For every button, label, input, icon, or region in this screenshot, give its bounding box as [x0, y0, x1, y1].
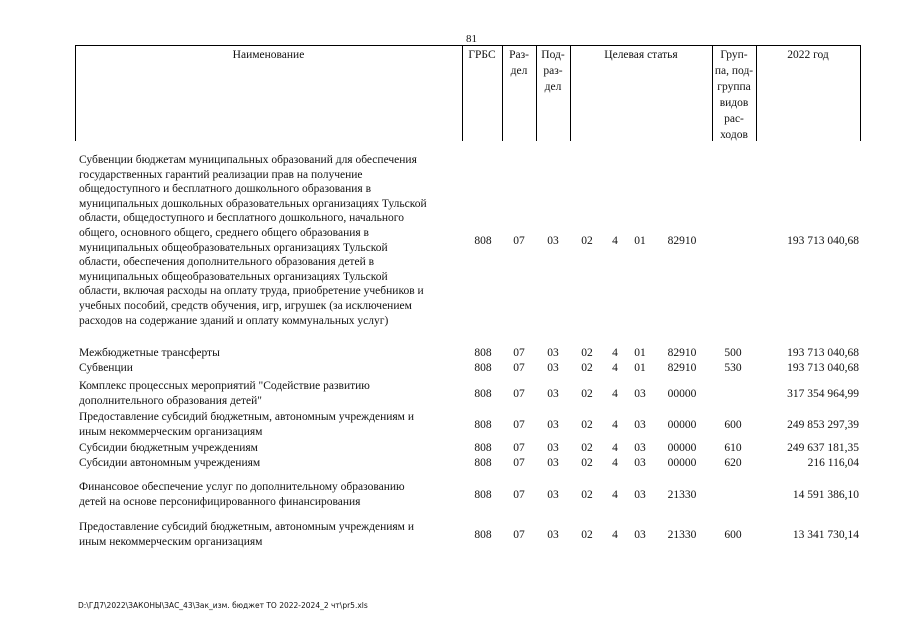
cell-amount: 193 713 040,68 [787, 362, 859, 375]
cell-razdel: 07 [513, 488, 525, 501]
cell-amount: 193 713 040,68 [787, 234, 859, 247]
cell-razdel: 07 [513, 418, 525, 431]
cell-t2: 4 [612, 362, 618, 375]
cell-t2: 4 [612, 418, 618, 431]
cell-podrazdel: 03 [547, 488, 559, 501]
cell-grbs: 808 [474, 528, 492, 541]
cell-podrazdel: 03 [547, 442, 559, 455]
cell-grbs: 808 [474, 488, 492, 501]
cell-amount: 216 116,04 [807, 457, 859, 470]
page-number: 81 [466, 33, 477, 45]
cell-grbs: 808 [474, 457, 492, 470]
cell-t3: 01 [634, 362, 646, 375]
cell-t3: 03 [634, 387, 646, 400]
row-name: Финансовое обеспечение услуг по дополнительному образованию детей на основе персонифицированного финансирования [79, 481, 405, 508]
cell-podrazdel: 03 [547, 362, 559, 375]
cell-t2: 4 [612, 234, 618, 247]
cell-t1: 02 [581, 442, 593, 455]
cell-t4: 00000 [667, 418, 697, 431]
row-name: Предоставление субсидий бюджетным, автономным учреждениям и иным некоммерческим организациям [79, 521, 414, 548]
cell-razdel: 07 [513, 528, 525, 541]
cell-group: 530 [724, 362, 742, 375]
cell-t3: 01 [634, 234, 646, 247]
cell-razdel: 07 [513, 457, 525, 470]
cell-t1: 02 [581, 347, 593, 360]
footer-file-path: D:\ГД7\2022\ЗАКОНЫ\ЗАС_43\Зак_изм. бюджет ТО 2022-2024_2 чт\pr5.xls [78, 601, 368, 610]
cell-podrazdel: 03 [547, 457, 559, 470]
cell-grbs: 808 [474, 347, 492, 360]
cell-grbs: 808 [474, 234, 492, 247]
cell-amount: 249 853 297,39 [787, 418, 859, 431]
cell-t4: 21330 [667, 528, 697, 541]
cell-t1: 02 [581, 488, 593, 501]
cell-t2: 4 [612, 347, 618, 360]
cell-amount: 13 341 730,14 [792, 528, 859, 541]
cell-group: 600 [724, 528, 742, 541]
cell-group: 600 [724, 418, 742, 431]
cell-t4: 82910 [667, 362, 697, 375]
column-divider [860, 45, 861, 141]
cell-t1: 02 [581, 362, 593, 375]
cell-t2: 4 [612, 488, 618, 501]
cell-t4: 00000 [667, 457, 697, 470]
row-name: Субсидии бюджетным учреждениям [79, 442, 258, 454]
header-group: Груп- па, под- группа видов рас- ходов [714, 49, 754, 141]
cell-t4: 82910 [667, 234, 697, 247]
cell-t2: 4 [612, 457, 618, 470]
cell-amount: 193 713 040,68 [787, 347, 859, 360]
cell-razdel: 07 [513, 234, 525, 247]
cell-t1: 02 [581, 528, 593, 541]
cell-razdel: 07 [513, 442, 525, 455]
row-name: Межбюджетные трансферты [79, 347, 220, 359]
header-target: Целевая статья [604, 49, 678, 61]
row-name: Субвенции бюджетам муниципальных образований для обеспечения государственных гарантий реализации прав на получение общедоступного и бесплатного дошкольного образования в муниципальных дошкольных образовательных организациях Тульской области, общедоступного и бесплатного дошкольного, начального общего, основного общего, среднего общего образования в муниципальных общеобразовательных организациях Тульской области, обеспечения дополнительного образования детей в муниципальных общеобразовательных организациях Тульской области, включая расходы на оплату труда, приобретение учебников и учебных пособий, средств обучения, игр, игрушек (за исключением расходов на содержание зданий и оплату коммунальных услуг) [79, 154, 427, 327]
cell-grbs: 808 [474, 442, 492, 455]
header-razdel: Раз- дел [509, 49, 529, 77]
row-name: Предоставление субсидий бюджетным, автономным учреждениям и иным некоммерческим организациям [79, 411, 414, 438]
cell-amount: 317 354 964,99 [787, 387, 859, 400]
cell-t1: 02 [581, 234, 593, 247]
cell-t1: 02 [581, 387, 593, 400]
header-name: Наименование [232, 49, 305, 61]
cell-grbs: 808 [474, 418, 492, 431]
cell-grbs: 808 [474, 362, 492, 375]
cell-t1: 02 [581, 457, 593, 470]
cell-amount: 249 637 181,35 [787, 442, 859, 455]
cell-t3: 03 [634, 442, 646, 455]
cell-t3: 03 [634, 528, 646, 541]
cell-razdel: 07 [513, 362, 525, 375]
cell-t3: 01 [634, 347, 646, 360]
header-podrazdel: Под- раз- дел [541, 49, 565, 93]
row-name: Комплекс процессных мероприятий "Содействие развитию дополнительного образования детей" [79, 380, 370, 407]
cell-t4: 82910 [667, 347, 697, 360]
cell-t1: 02 [581, 418, 593, 431]
cell-group: 620 [724, 457, 742, 470]
cell-podrazdel: 03 [547, 387, 559, 400]
cell-t4: 21330 [667, 488, 697, 501]
cell-t3: 03 [634, 418, 646, 431]
cell-amount: 14 591 386,10 [792, 488, 859, 501]
row-name: Субвенции [79, 362, 133, 374]
cell-t2: 4 [612, 528, 618, 541]
cell-t3: 03 [634, 457, 646, 470]
cell-t3: 03 [634, 488, 646, 501]
cell-podrazdel: 03 [547, 347, 559, 360]
cell-podrazdel: 03 [547, 418, 559, 431]
cell-group: 500 [724, 347, 742, 360]
header-year: 2022 год [787, 49, 829, 61]
cell-t4: 00000 [667, 387, 697, 400]
cell-t2: 4 [612, 387, 618, 400]
cell-podrazdel: 03 [547, 234, 559, 247]
cell-podrazdel: 03 [547, 528, 559, 541]
cell-razdel: 07 [513, 347, 525, 360]
cell-t4: 00000 [667, 442, 697, 455]
cell-razdel: 07 [513, 387, 525, 400]
cell-group: 610 [724, 442, 742, 455]
header-grbs: ГРБС [468, 49, 496, 61]
cell-t2: 4 [612, 442, 618, 455]
cell-grbs: 808 [474, 387, 492, 400]
row-name: Субсидии автономным учреждениям [79, 457, 261, 469]
